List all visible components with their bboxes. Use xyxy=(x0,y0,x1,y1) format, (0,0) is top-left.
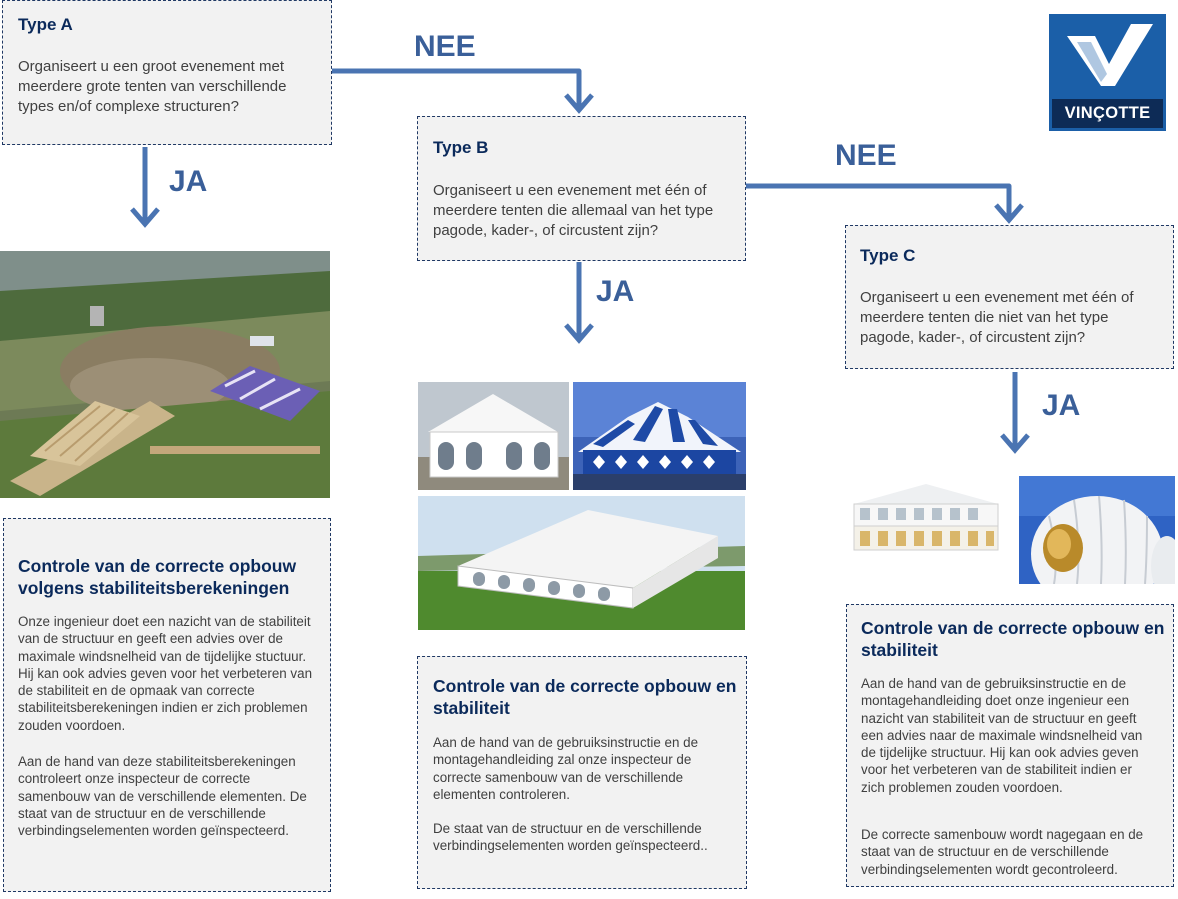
control-a-title: Controle van de correcte opbouw volgens stabiliteitsberekeningen xyxy=(18,556,297,598)
label-ja-c: JA xyxy=(1042,389,1081,422)
type-a-question: Organiseert u een groot evenement met meerdere grote tenten van verschillende types en/of complexe structuren? xyxy=(18,58,287,115)
label-nee-b-c: NEE xyxy=(835,139,897,172)
control-b-box xyxy=(417,656,747,889)
type-b-title: Type B xyxy=(433,138,489,157)
label-ja-a: JA xyxy=(169,165,208,198)
type-b-question: Organiseert u een evenement met één of meerdere tenten die allemaal van het type pagode, kader-, of circustent zijn? xyxy=(433,182,714,239)
arrow-b-to-c xyxy=(746,186,1009,218)
type-a-question-box xyxy=(2,0,332,145)
control-b-paragraph-2: De staat van de structuur en de verschillende verbindingselementen worden geïnspecteerd.. xyxy=(433,821,708,854)
type-c-question: Organiseert u een evenement met één of meerdere tenten die niet van het type pagode, kader-, of circustent zijn? xyxy=(860,289,1134,346)
type-c-question-box xyxy=(845,225,1174,369)
control-a-box xyxy=(3,518,331,892)
label-nee-a-b: NEE xyxy=(414,30,476,63)
type-b-question-box xyxy=(417,116,746,261)
festival-aerial-photo xyxy=(0,251,330,498)
logo-wordmark: VINÇOTTE xyxy=(1064,104,1151,122)
type-c-title: Type C xyxy=(860,246,916,265)
control-c-paragraph-1: Aan de hand van de gebruiksinstructie en de montagehandleiding doet onze ingenieur een nazicht van stabiliteit van de structuur en geeft een advies naar de maximale windsnelheid van de tijdelijke structuur. Hij kan ook advies geven voor het verbeteren van de stabiliteit indien er zich problemen zouden voordoen. xyxy=(861,676,1143,795)
type-a-title: Type A xyxy=(18,15,73,34)
control-c-title: Controle van de correcte opbouw en stabiliteit xyxy=(861,618,1165,660)
circus-tent-photo xyxy=(573,382,746,490)
frame-tent-photo xyxy=(418,496,745,630)
control-a-paragraph-1: Onze ingenieur doet een nazicht van de stabiliteit van de structuur en geeft een advies over de maximale windsnelheid van de tijdelijke stuctuur. Hij kan ook advies geven voor het verbeteren van de stabiliteit en de opmaak van correcte stabiliteitsberekeningen indien er zich problemen zouden voordoen. xyxy=(18,614,313,733)
checkmark-icon xyxy=(1049,14,1166,99)
control-b-paragraph-1: Aan de hand van de gebruiksinstructie en de montagehandleiding zal onze inspecteur de correcte samenbouw van de verschillende elementen controleren. xyxy=(433,735,699,802)
inflatable-dome-photo xyxy=(1019,476,1175,584)
hall-structure-photo xyxy=(846,476,1004,558)
control-c-paragraph-2: De correcte samenbouw wordt nagegaan en de staat van de structuur en de verschillende verbindingselementen wordt gecontroleerd. xyxy=(861,827,1144,877)
pagoda-tent-photo xyxy=(418,382,569,490)
control-c-box xyxy=(846,604,1174,887)
control-a-paragraph-2: Aan de hand van deze stabiliteitsberekeningen controleert onze inspecteur de correcte samenbouw van de verschillende elementen. De staat van de structuur en de verschillende verbindingselementen worden geïnspecteerd. xyxy=(18,754,307,839)
arrow-a-to-b xyxy=(332,71,579,108)
control-b-title: Controle van de correcte opbouw en stabiliteit xyxy=(433,676,737,718)
vincotte-logo xyxy=(1049,14,1166,131)
label-ja-b: JA xyxy=(596,275,635,308)
